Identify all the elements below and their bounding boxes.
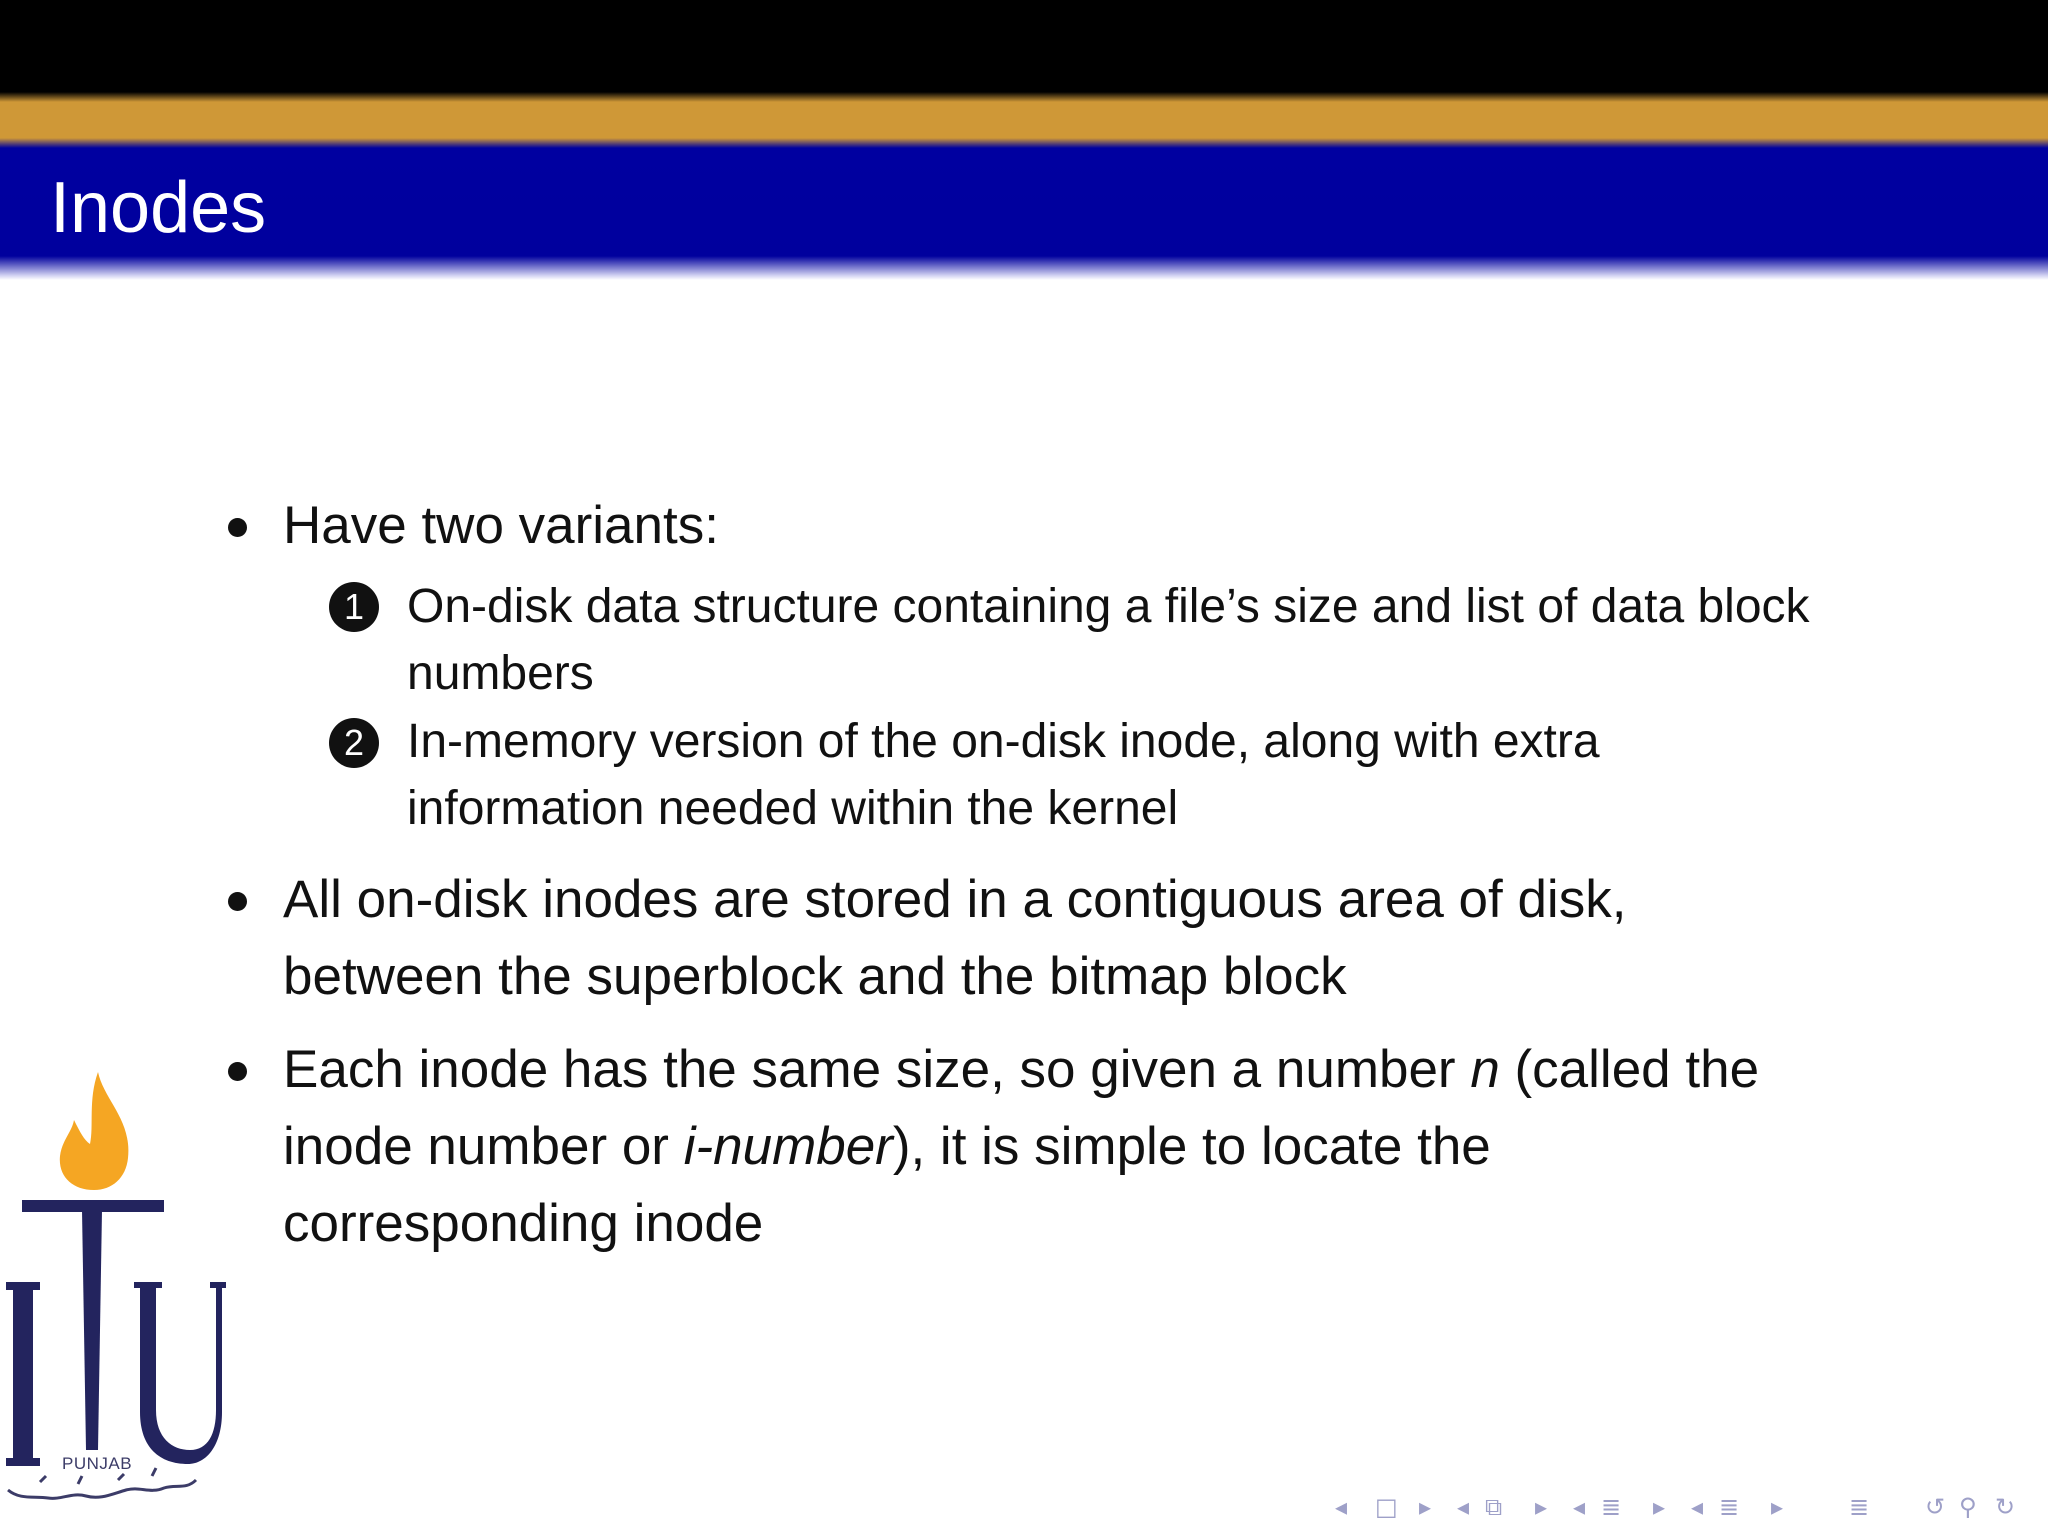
appendix-icon[interactable]: ≣ (1849, 1493, 1870, 1521)
bullet-marker (228, 518, 247, 537)
italic-term: i-number (683, 1117, 893, 1176)
logo-tagline-script (8, 1480, 196, 1498)
enum-badge-1: 1 (329, 582, 379, 632)
slide-title: Inodes (50, 168, 267, 248)
logo-caption: PUNJAB (62, 1454, 133, 1473)
prev-section-arrow-icon[interactable]: ◂ (1573, 1493, 1586, 1521)
bullet-text (283, 1040, 1759, 1100)
document-icon[interactable]: ≣ (1719, 1493, 1740, 1521)
prev-doc-arrow-icon[interactable]: ◂ (1691, 1493, 1704, 1521)
next-subsection-arrow-icon[interactable]: ▸ (1535, 1493, 1548, 1521)
back-icon[interactable]: ↺ (1925, 1493, 1946, 1521)
bullet-text (283, 1194, 763, 1254)
search-icon[interactable]: ⚲ (1959, 1493, 1977, 1521)
next-section-arrow-icon[interactable]: ▸ (1653, 1493, 1666, 1521)
subitem-text: numbers (407, 647, 594, 700)
subsection-icon[interactable]: ⧉ (1485, 1493, 1503, 1521)
logo-i-stem (13, 1282, 33, 1466)
text-run: (called the (1499, 1040, 1760, 1099)
next-slide-arrow-icon[interactable]: ▸ (1419, 1493, 1432, 1521)
bullet-marker (228, 1062, 247, 1081)
prev-slide-arrow-icon[interactable]: ◂ (1335, 1493, 1348, 1521)
logo-u (134, 1282, 226, 1464)
logo-t-stem (82, 1210, 102, 1450)
bullet-text: Have two variants: (283, 496, 719, 555)
forward-icon[interactable]: ↻ (1995, 1493, 2016, 1521)
prev-subsection-arrow-icon[interactable]: ◂ (1457, 1493, 1470, 1521)
subitem-text: In-memory version of the on-disk inode, along with extra (407, 715, 1600, 768)
italic-variable: n (1470, 1040, 1500, 1099)
slide-frame-icon[interactable]: □ (1375, 1493, 1398, 1521)
bullet-text: All on-disk inodes are stored in a contiguous area of disk, (283, 870, 1627, 929)
bullet-text: between the superblock and the bitmap block (283, 947, 1347, 1006)
flame-icon (60, 1072, 129, 1190)
section-icon[interactable]: ≣ (1601, 1493, 1622, 1521)
text-run: inode number or (283, 1117, 684, 1176)
bullet-text (283, 1117, 1491, 1177)
text-run: ), it is simple to locate the (892, 1117, 1491, 1176)
enum-badge-2: 2 (329, 718, 379, 768)
logo-i-bottom (6, 1458, 40, 1466)
subitem-text: On-disk data structure containing a file’s size and list of data block (407, 580, 1810, 633)
text-run: Each inode has the same size, so given a number (283, 1040, 1471, 1099)
subitem-text: information needed within the kernel (407, 782, 1179, 835)
text-run: corresponding inode (283, 1194, 764, 1253)
slide-navigation (1335, 1488, 2035, 1526)
bullet-marker (228, 892, 247, 911)
next-doc-arrow-icon[interactable]: ▸ (1771, 1493, 1784, 1521)
